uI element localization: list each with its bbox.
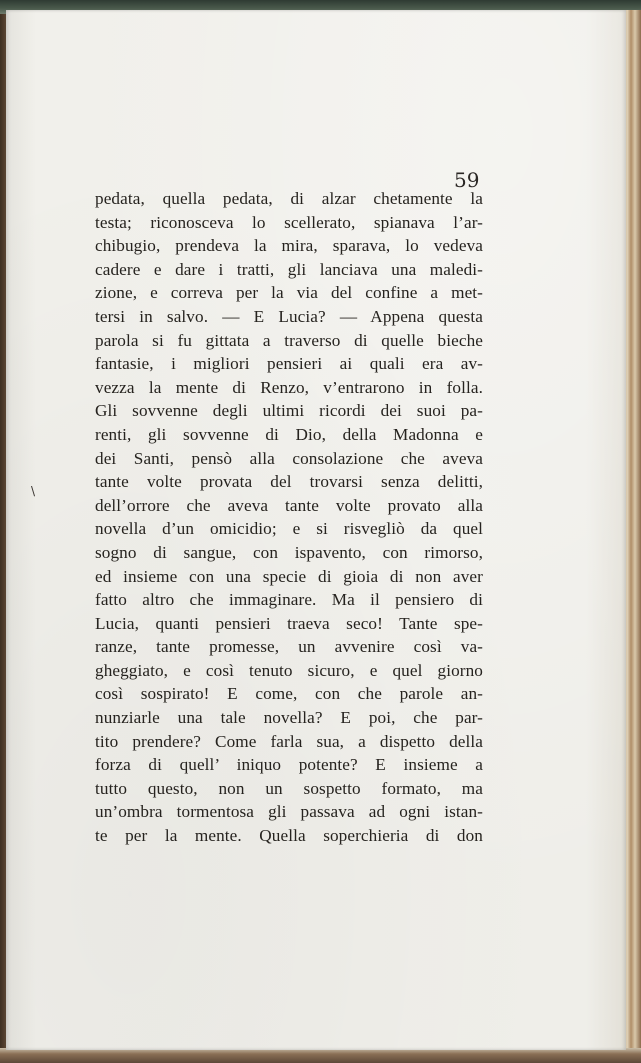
text-line: gheggiato, e così tenuto sicuro, e quel giorno (95, 660, 483, 680)
body-text (95, 187, 483, 848)
text-line: nunziarle una tale novella? E poi, che par- (95, 708, 483, 728)
text-line: te per la mente. Quella soperchieria di don (95, 826, 483, 846)
text-line: parola si fu gittata a traverso di quelle bieche (95, 330, 483, 350)
text-line: ranze, tante promesse, un avvenire così va- (95, 637, 483, 657)
text-line: forza di quell’ iniquo potente? E insieme a (95, 755, 483, 775)
text-line: tante volte provata del trovarsi senza delitti, (95, 472, 483, 492)
page-number: 59 (454, 168, 480, 192)
text-line: vezza la mente di Renzo, v’entrarono in folla. (95, 377, 483, 397)
text-line: così sospirato! E come, con che parole an- (95, 684, 483, 704)
text-line: tito prendere? Come farla sua, a dispetto della (95, 731, 483, 751)
text-line: fantasie, i migliori pensieri ai quali era av- (95, 354, 483, 374)
text-line: novella d’un omicidio; e si risvegliò da quel (95, 519, 483, 539)
text-line: zione, e correva per la via del confine a met- (95, 283, 483, 303)
text-line: dei Santi, pensò alla consolazione che aveva (95, 448, 483, 468)
text-line: chibugio, prendeva la mira, sparava, lo vedeva (95, 236, 483, 256)
text-line: fatto altro che immaginare. Ma il pensiero di (95, 590, 483, 610)
text-line: renti, gli sovvenne di Dio, della Madonna e (95, 424, 483, 444)
text-line: un’ombra tormentosa gli passava ad ogni istan- (95, 802, 483, 822)
text-line: sogno di sangue, con ispavento, con rimorso, (95, 542, 483, 562)
page-stack-bottom-edge (0, 1048, 641, 1063)
text-line: tutto questo, non un sospetto formato, ma (95, 778, 483, 798)
text-line: Lucia, quanti pensieri traeva seco! Tante spe- (95, 613, 483, 633)
text-line: ed insieme con una specie di gioia di non aver (95, 566, 483, 586)
text-line: pedata, quella pedata, di alzar chetamente la (95, 189, 483, 208)
margin-mark: \ (31, 484, 36, 498)
text-line: testa; riconosceva lo scellerato, spianava l’ar- (95, 212, 483, 232)
text-line: tersi in salvo. — E Lucia? — Appena questa (95, 306, 483, 326)
text-line: dell’orrore che aveva tante volte provato alla (95, 495, 483, 515)
text-line: Gli sovvenne degli ultimi ricordi dei suoi pa- (95, 401, 483, 421)
text-line: cadere e dare i tratti, gli lanciava una maledi- (95, 259, 483, 279)
book-page (6, 10, 626, 1050)
